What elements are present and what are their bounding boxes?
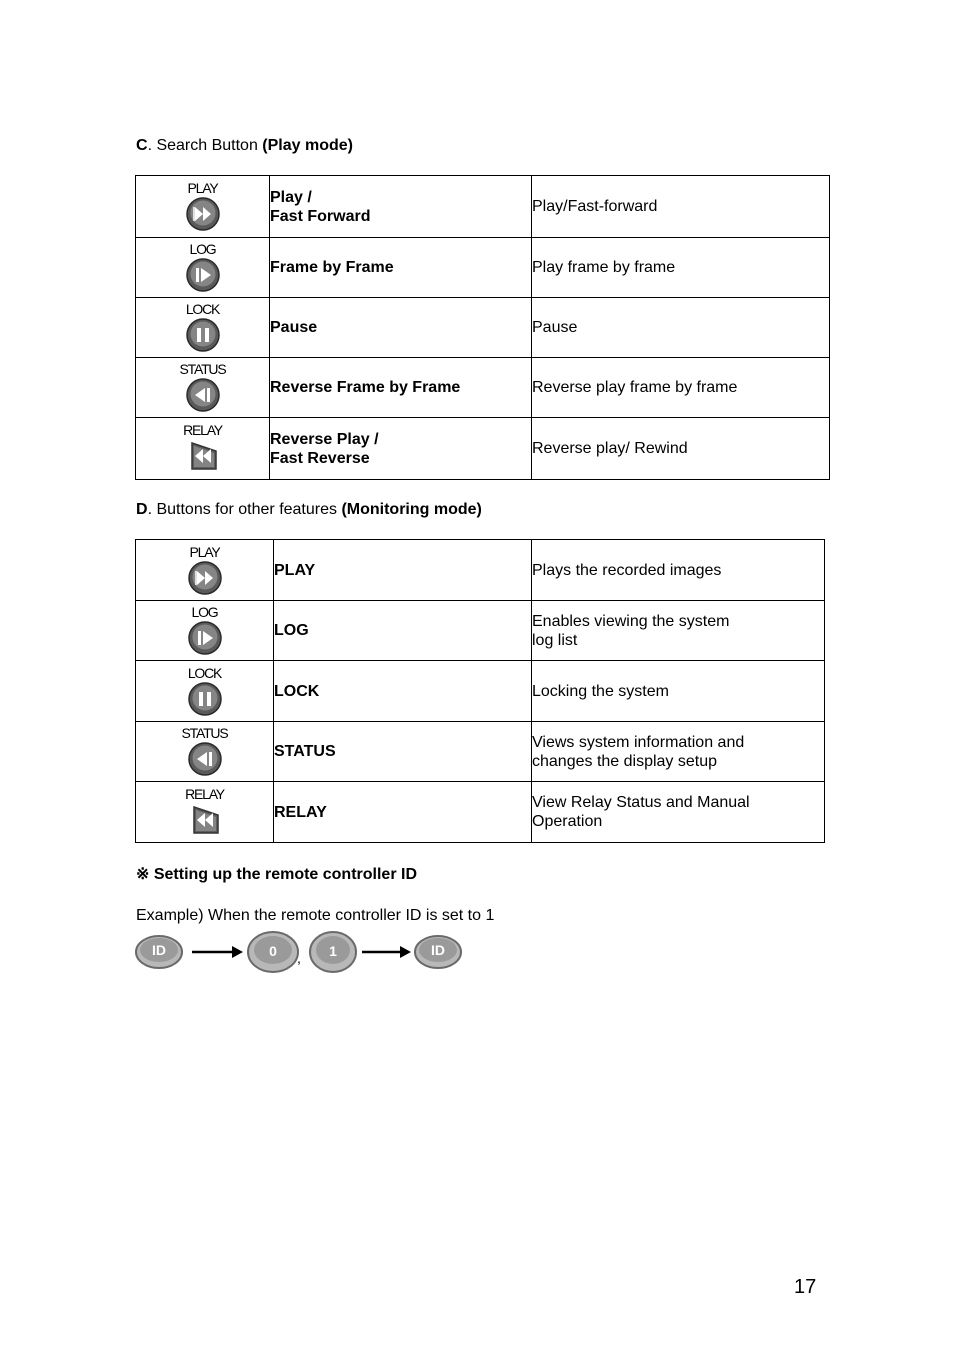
feature-button-row (136, 661, 825, 722)
remote-button-label: LOG (189, 241, 216, 257)
button-description-cell: Play/Fast-forward (532, 176, 830, 238)
search-button-table (135, 175, 830, 480)
remote-button (173, 299, 233, 351)
remote-button (175, 723, 235, 775)
digit-zero-button-icon (246, 930, 300, 974)
remote-button (173, 178, 233, 230)
section-d-text: . Buttons for other features (147, 501, 342, 518)
button-icon-cell (136, 358, 270, 418)
remote-button (175, 784, 235, 836)
feature-button-row (136, 601, 825, 661)
button-icon-cell (136, 540, 274, 601)
button-description-cell: Plays the recorded images (532, 540, 825, 601)
button-name-cell: LOCK (274, 661, 532, 722)
button-icon-cell (136, 722, 274, 782)
button-name-cell: Reverse Frame by Frame (270, 358, 532, 418)
remote-button-label: RELAY (185, 785, 224, 802)
button-description-cell: Enables viewing the system log list (532, 601, 825, 661)
button-icon-cell (136, 661, 274, 722)
section-c-text: . Search Button (147, 137, 263, 154)
step-forward-icon (186, 258, 220, 292)
remote-button-label: LOCK (185, 301, 220, 317)
remote-button-label: PLAY (189, 543, 220, 560)
remote-button (173, 359, 233, 411)
pause-icon (188, 682, 222, 716)
section-d-mode: (Monitoring mode) (341, 501, 482, 518)
button-icon-cell (136, 601, 274, 661)
remote-button (175, 602, 235, 654)
step-forward-icon (188, 621, 222, 655)
button-description-cell: Pause (532, 298, 830, 358)
digit-one-button-icon (308, 930, 358, 974)
remote-button (175, 542, 235, 594)
button-name-cell: PLAY (274, 540, 532, 601)
search-button-row (136, 358, 830, 418)
remote-button-label: STATUS (181, 725, 228, 741)
button-name-cell: STATUS (274, 722, 532, 782)
remote-button-label: LOCK (187, 664, 222, 681)
id-button-label: ID (152, 942, 166, 958)
remote-button (175, 663, 235, 715)
button-icon-cell (136, 238, 270, 298)
feature-button-row (136, 540, 825, 601)
arrow-right-icon (362, 944, 412, 960)
step-backward-icon (188, 742, 222, 776)
feature-button-table (135, 539, 825, 843)
page-number: 17 (794, 1276, 817, 1298)
pause-icon (186, 318, 220, 352)
note-title-text: Setting up the remote controller ID (153, 866, 417, 883)
remote-button-label: LOG (191, 604, 218, 620)
button-name-cell: Play / Fast Forward (270, 176, 532, 238)
button-icon-cell (136, 176, 270, 238)
button-name-cell: Frame by Frame (270, 238, 532, 298)
button-name-cell: RELAY (274, 782, 532, 843)
setup-example-text: Example) When the remote controller ID is set to 1 (136, 907, 495, 924)
button-name-cell: LOG (274, 601, 532, 661)
search-button-row (136, 238, 830, 298)
button-description-cell: Views system information and changes the display setup (532, 722, 825, 782)
section-c-mode: (Play mode) (262, 137, 353, 154)
setup-note-title (136, 865, 417, 885)
comma-separator: , (297, 950, 301, 966)
section-d-heading (136, 500, 482, 520)
section-d-letter: D (136, 501, 148, 518)
button-description-cell: Reverse play frame by frame (532, 358, 830, 418)
step-backward-icon (186, 378, 220, 412)
id-button-icon (134, 932, 184, 970)
button-description-cell: Play frame by frame (532, 238, 830, 298)
remote-button-label: RELAY (183, 422, 222, 438)
note-symbol: ※ (136, 866, 150, 883)
id-button-icon (413, 932, 463, 970)
section-c-letter: C (136, 137, 148, 154)
remote-button-label: PLAY (187, 180, 218, 196)
digit-zero-label: 0 (269, 943, 277, 959)
fast-forward-icon (188, 561, 222, 595)
search-button-row (136, 298, 830, 358)
button-description-cell: Reverse play/ Rewind (532, 418, 830, 480)
button-description-cell: Locking the system (532, 661, 825, 722)
section-c-heading (136, 136, 353, 156)
feature-button-row (136, 782, 825, 843)
button-icon-cell (136, 298, 270, 358)
remote-button (173, 239, 233, 291)
search-button-row (136, 418, 830, 480)
id-sequence (134, 930, 474, 976)
feature-button-row (136, 722, 825, 782)
button-icon-cell (136, 418, 270, 480)
button-description-cell: View Relay Status and Manual Operation (532, 782, 825, 843)
remote-button-label: STATUS (179, 361, 226, 377)
button-icon-cell (136, 782, 274, 843)
id-button-label: ID (431, 942, 445, 958)
remote-button (173, 420, 233, 472)
rewind-icon (186, 439, 220, 473)
rewind-icon (188, 803, 222, 837)
search-button-row (136, 176, 830, 238)
button-name-cell: Reverse Play / Fast Reverse (270, 418, 532, 480)
digit-one-label: 1 (329, 943, 337, 959)
arrow-right-icon (192, 944, 244, 960)
fast-forward-icon (186, 197, 220, 231)
button-name-cell: Pause (270, 298, 532, 358)
